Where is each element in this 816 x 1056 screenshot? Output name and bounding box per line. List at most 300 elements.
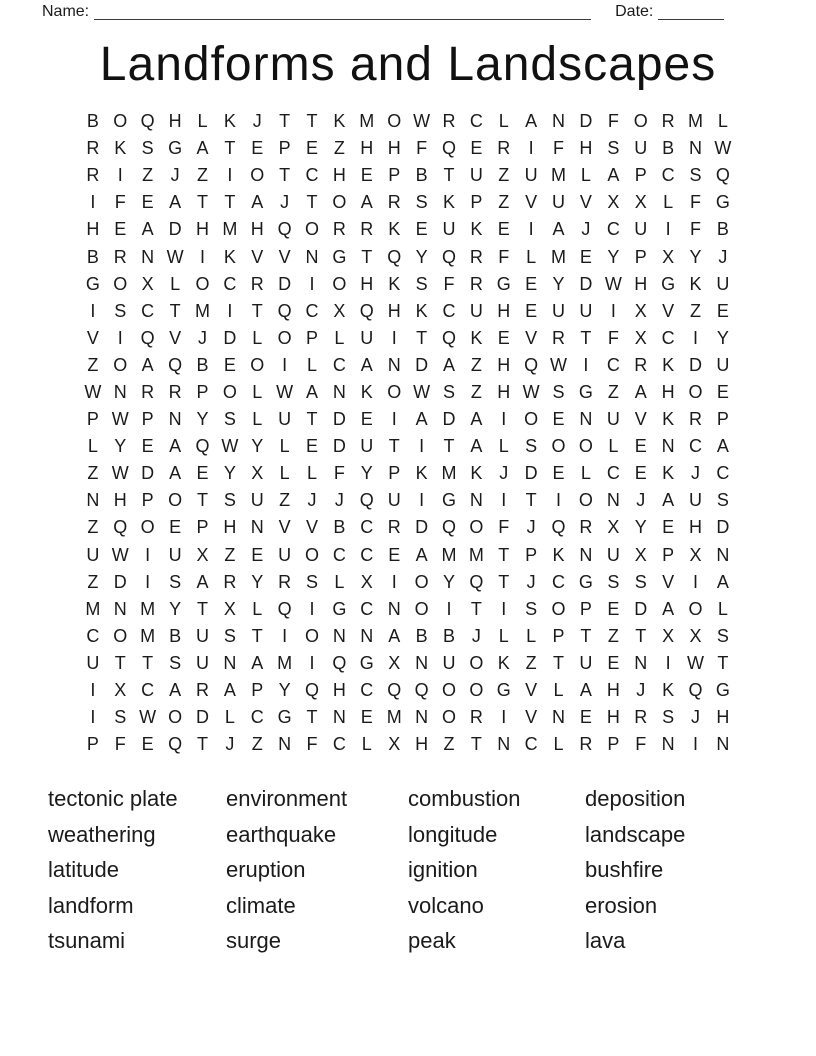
grid-letter: C bbox=[305, 165, 319, 186]
grid-letter: N bbox=[360, 625, 374, 646]
word-item: weathering bbox=[48, 821, 156, 847]
grid-letter: O bbox=[414, 571, 429, 592]
grid-letter: E bbox=[196, 463, 209, 484]
grid-letter: Z bbox=[224, 544, 236, 565]
grid-letter: U bbox=[442, 652, 456, 673]
grid-letter: L bbox=[717, 598, 728, 619]
grid-letter: X bbox=[634, 192, 647, 213]
grid-letter: V bbox=[251, 246, 264, 267]
grid-letter: I bbox=[90, 707, 96, 728]
word-item: surge bbox=[226, 928, 282, 954]
grid-letter: B bbox=[86, 111, 99, 132]
grid-letter: I bbox=[90, 192, 96, 213]
grid-letter: C bbox=[661, 165, 675, 186]
grid-letter: I bbox=[692, 734, 698, 755]
grid-letter: H bbox=[168, 111, 182, 132]
grid-letter: E bbox=[716, 381, 729, 402]
grid-letter: I bbox=[501, 490, 507, 511]
grid-letter: E bbox=[223, 354, 236, 375]
grid-letter: K bbox=[388, 273, 401, 294]
grid-letter: X bbox=[196, 544, 209, 565]
grid-letter: V bbox=[278, 246, 291, 267]
grid-letter: C bbox=[332, 734, 346, 755]
grid-letter: R bbox=[634, 707, 648, 728]
word-item: tsunami bbox=[48, 928, 126, 954]
grid-letter: O bbox=[441, 707, 456, 728]
grid-letter: S bbox=[662, 707, 675, 728]
grid-letter: B bbox=[169, 625, 182, 646]
date-label: Date: bbox=[615, 3, 654, 20]
grid-letter: A bbox=[716, 571, 729, 592]
grid-letter: R bbox=[250, 273, 264, 294]
grid-letter: I bbox=[227, 165, 233, 186]
grid-letter: E bbox=[497, 219, 510, 240]
grid-letter: O bbox=[168, 490, 183, 511]
grid-letter: Z bbox=[525, 652, 537, 673]
grid-letter: O bbox=[140, 517, 155, 538]
grid-letter: F bbox=[498, 517, 510, 538]
grid-letter: O bbox=[113, 625, 128, 646]
grid-letter: O bbox=[250, 354, 265, 375]
grid-letter: L bbox=[307, 354, 318, 375]
grid-letter: A bbox=[169, 192, 182, 213]
grid-letter: T bbox=[306, 111, 318, 132]
grid-letter: T bbox=[196, 192, 208, 213]
grid-letter: O bbox=[688, 598, 703, 619]
grid-letter: T bbox=[224, 138, 236, 159]
grid-letter: L bbox=[252, 381, 263, 402]
grid-letter: O bbox=[469, 652, 484, 673]
grid-letter: E bbox=[552, 463, 565, 484]
grid-letter: U bbox=[168, 544, 182, 565]
grid-letter: J bbox=[225, 734, 235, 755]
grid-letter: N bbox=[168, 409, 182, 430]
grid-letter: T bbox=[416, 327, 428, 348]
grid-letter: Z bbox=[87, 463, 99, 484]
grid-letter: B bbox=[716, 219, 729, 240]
grid-letter: K bbox=[497, 652, 510, 673]
word-item: erosion bbox=[585, 892, 658, 918]
grid-letter: S bbox=[223, 490, 236, 511]
grid-letter: D bbox=[141, 463, 155, 484]
grid-letter: A bbox=[388, 625, 401, 646]
grid-letter: T bbox=[251, 300, 263, 321]
grid-letter: Z bbox=[470, 354, 482, 375]
grid-letter: U bbox=[86, 652, 100, 673]
grid-letter: C bbox=[86, 625, 100, 646]
grid-letter: U bbox=[387, 490, 401, 511]
grid-letter: H bbox=[387, 300, 401, 321]
grid-letter: O bbox=[578, 436, 593, 457]
grid-letter: W bbox=[604, 273, 622, 294]
grid-letter: L bbox=[307, 463, 318, 484]
grid-letter: L bbox=[717, 111, 728, 132]
grid-letter: B bbox=[86, 246, 99, 267]
grid-letter: U bbox=[195, 625, 209, 646]
grid-letter: W bbox=[714, 138, 732, 159]
grid-letter: S bbox=[223, 625, 236, 646]
grid-letter: Q bbox=[195, 436, 210, 457]
grid-letter: P bbox=[607, 734, 620, 755]
grid-letter: R bbox=[195, 680, 209, 701]
grid-letter: Q bbox=[414, 680, 429, 701]
grid-letter: L bbox=[279, 463, 290, 484]
worksheet-header bbox=[0, 0, 816, 20]
grid-letter: S bbox=[525, 436, 538, 457]
grid-letter: E bbox=[251, 138, 264, 159]
grid-letter: Y bbox=[607, 246, 620, 267]
grid-letter: P bbox=[86, 734, 99, 755]
grid-letter: Q bbox=[688, 680, 703, 701]
grid-letter: P bbox=[634, 165, 647, 186]
grid-letter: X bbox=[634, 327, 647, 348]
grid-letter: A bbox=[415, 544, 428, 565]
grid-letter: H bbox=[497, 300, 511, 321]
grid-letter: P bbox=[141, 409, 154, 430]
grid-letter: O bbox=[195, 273, 210, 294]
grid-letter: D bbox=[195, 707, 209, 728]
grid-letter: N bbox=[661, 436, 675, 457]
grid-letter: G bbox=[168, 138, 183, 159]
grid-letter: D bbox=[634, 598, 648, 619]
grid-letter: Y bbox=[634, 517, 647, 538]
grid-letter: A bbox=[579, 680, 592, 701]
grid-letter: L bbox=[608, 436, 619, 457]
grid-letter: Q bbox=[715, 165, 730, 186]
grid-letter: F bbox=[498, 246, 510, 267]
grid-letter: T bbox=[443, 436, 455, 457]
grid-letter: R bbox=[469, 246, 483, 267]
grid-letter: L bbox=[252, 409, 263, 430]
grid-letter: T bbox=[306, 409, 318, 430]
grid-letter: I bbox=[309, 652, 315, 673]
grid-letter: N bbox=[332, 625, 346, 646]
grid-letter: L bbox=[279, 436, 290, 457]
grid-letter: M bbox=[441, 544, 457, 565]
grid-letter: W bbox=[276, 381, 294, 402]
grid-letter: C bbox=[141, 680, 155, 701]
grid-letter: P bbox=[662, 544, 675, 565]
grid-letter: B bbox=[415, 625, 428, 646]
grid-letter: Z bbox=[607, 625, 619, 646]
grid-letter: E bbox=[141, 192, 154, 213]
grid-letter: S bbox=[141, 138, 154, 159]
grid-letter: E bbox=[470, 138, 483, 159]
grid-letter: M bbox=[386, 707, 402, 728]
grid-letter: E bbox=[662, 517, 675, 538]
grid-letter: R bbox=[86, 138, 100, 159]
grid-letter: N bbox=[278, 734, 292, 755]
grid-letter: I bbox=[117, 165, 123, 186]
grid-letter: W bbox=[221, 436, 239, 457]
grid-letter: T bbox=[196, 734, 208, 755]
grid-letter: I bbox=[501, 598, 507, 619]
grid-letter: T bbox=[251, 625, 263, 646]
grid-letter: B bbox=[196, 354, 209, 375]
grid-letter: I bbox=[199, 246, 205, 267]
grid-letter: M bbox=[687, 111, 703, 132]
grid-letter: R bbox=[442, 111, 456, 132]
grid-letter: H bbox=[634, 273, 648, 294]
grid-letter: K bbox=[388, 219, 401, 240]
grid-letter: R bbox=[469, 273, 483, 294]
grid-letter: S bbox=[607, 571, 620, 592]
grid-letter: J bbox=[526, 517, 536, 538]
grid-letter: R bbox=[688, 409, 702, 430]
grid-letter: R bbox=[223, 571, 237, 592]
grid-letter: M bbox=[551, 165, 567, 186]
grid-letter: O bbox=[222, 381, 237, 402]
grid-letter: E bbox=[306, 138, 319, 159]
grid-letter: U bbox=[716, 354, 730, 375]
grid-letter: Z bbox=[333, 138, 345, 159]
grid-letter: N bbox=[113, 598, 127, 619]
grid-letter: R bbox=[634, 354, 648, 375]
grid-letter: W bbox=[84, 381, 102, 402]
grid-letter: L bbox=[87, 436, 98, 457]
grid-letter: Y bbox=[442, 571, 455, 592]
grid-letter: E bbox=[607, 598, 620, 619]
grid-letter: A bbox=[251, 652, 264, 673]
grid-letter: O bbox=[688, 381, 703, 402]
grid-letter: B bbox=[662, 138, 675, 159]
grid-letter: D bbox=[442, 409, 456, 430]
grid-letter: A bbox=[634, 381, 647, 402]
grid-letter: T bbox=[142, 652, 154, 673]
grid-letter: W bbox=[522, 381, 540, 402]
grid-letter: D bbox=[223, 327, 237, 348]
grid-letter: E bbox=[141, 734, 154, 755]
grid-letter: I bbox=[528, 219, 534, 240]
grid-letter: G bbox=[661, 273, 676, 294]
grid-letter: H bbox=[250, 219, 264, 240]
grid-letter: Y bbox=[278, 680, 291, 701]
grid-letter: H bbox=[497, 381, 511, 402]
grid-letter: F bbox=[333, 463, 345, 484]
grid-letter: F bbox=[416, 138, 428, 159]
grid-letter: Q bbox=[277, 598, 292, 619]
grid-letter: P bbox=[552, 625, 565, 646]
grid-letter: H bbox=[579, 138, 593, 159]
grid-letter: W bbox=[166, 246, 184, 267]
grid-letter: U bbox=[579, 652, 593, 673]
grid-letter: I bbox=[419, 436, 425, 457]
grid-letter: T bbox=[580, 327, 592, 348]
grid-letter: E bbox=[360, 707, 373, 728]
grid-letter: T bbox=[196, 598, 208, 619]
grid-letter: H bbox=[661, 381, 675, 402]
grid-letter: D bbox=[524, 463, 538, 484]
grid-letter: K bbox=[360, 381, 373, 402]
grid-letter: X bbox=[689, 625, 702, 646]
grid-letter: I bbox=[309, 273, 315, 294]
grid-letter: G bbox=[85, 273, 100, 294]
grid-letter: D bbox=[332, 436, 346, 457]
grid-letter: S bbox=[169, 652, 182, 673]
grid-letter: H bbox=[606, 680, 620, 701]
grid-letter: K bbox=[470, 219, 483, 240]
grid-letter: X bbox=[662, 625, 675, 646]
grid-letter: I bbox=[90, 300, 96, 321]
grid-letter: U bbox=[552, 300, 566, 321]
grid-letter: N bbox=[469, 490, 483, 511]
word-item: environment bbox=[226, 786, 348, 812]
grid-letter: A bbox=[169, 436, 182, 457]
grid-letter: E bbox=[552, 409, 565, 430]
grid-letter: X bbox=[607, 192, 620, 213]
grid-letter: T bbox=[224, 192, 236, 213]
grid-letter: Z bbox=[470, 381, 482, 402]
grid-letter: T bbox=[498, 571, 510, 592]
grid-letter: C bbox=[141, 300, 155, 321]
grid-letter: D bbox=[332, 409, 346, 430]
grid-letter: Q bbox=[168, 734, 183, 755]
grid-letter: L bbox=[526, 246, 537, 267]
grid-letter: I bbox=[610, 300, 616, 321]
grid-letter: T bbox=[717, 652, 729, 673]
grid-letter: I bbox=[282, 625, 288, 646]
grid-letter: Q bbox=[441, 246, 456, 267]
grid-letter: Q bbox=[387, 246, 402, 267]
grid-letter: H bbox=[415, 734, 429, 755]
grid-letter: Q bbox=[332, 652, 347, 673]
grid-letter: R bbox=[360, 219, 374, 240]
grid-letter: Q bbox=[441, 517, 456, 538]
grid-letter: U bbox=[442, 219, 456, 240]
grid-letter: O bbox=[578, 490, 593, 511]
grid-letter: I bbox=[528, 138, 534, 159]
grid-letter: Y bbox=[196, 409, 209, 430]
grid-letter: P bbox=[141, 490, 154, 511]
grid-letter: Y bbox=[415, 246, 428, 267]
grid-letter: N bbox=[415, 652, 429, 673]
grid-letter: A bbox=[196, 571, 209, 592]
grid-letter: S bbox=[306, 571, 319, 592]
grid-letter: Q bbox=[113, 517, 128, 538]
grid-letter: E bbox=[579, 246, 592, 267]
grid-letter: I bbox=[90, 680, 96, 701]
grid-letter: A bbox=[141, 219, 154, 240]
grid-letter: J bbox=[252, 111, 262, 132]
grid-letter: E bbox=[306, 436, 319, 457]
grid-letter: S bbox=[114, 300, 127, 321]
grid-letter: K bbox=[470, 463, 483, 484]
grid-letter: F bbox=[553, 138, 565, 159]
grid-letter: L bbox=[334, 571, 345, 592]
grid-letter: Q bbox=[277, 300, 292, 321]
grid-letter: U bbox=[579, 300, 593, 321]
word-item: tectonic plate bbox=[48, 786, 178, 812]
grid-letter: U bbox=[195, 652, 209, 673]
grid-letter: P bbox=[196, 381, 209, 402]
grid-letter: G bbox=[496, 273, 511, 294]
grid-letter: R bbox=[387, 192, 401, 213]
grid-letter: J bbox=[334, 490, 344, 511]
grid-letter: Z bbox=[498, 192, 510, 213]
grid-letter: I bbox=[282, 354, 288, 375]
word-item: landscape bbox=[585, 821, 686, 847]
grid-letter: Y bbox=[552, 273, 565, 294]
grid-letter: Z bbox=[689, 300, 701, 321]
grid-letter: M bbox=[468, 544, 484, 565]
grid-letter: P bbox=[196, 517, 209, 538]
grid-letter: E bbox=[579, 707, 592, 728]
grid-letter: O bbox=[305, 219, 320, 240]
grid-letter: Q bbox=[277, 219, 292, 240]
grid-letter: D bbox=[278, 273, 292, 294]
grid-letter: K bbox=[415, 300, 428, 321]
grid-letter: H bbox=[716, 707, 730, 728]
grid-letter: N bbox=[223, 652, 237, 673]
grid-letter: P bbox=[86, 409, 99, 430]
page-title: Landforms and Landscapes bbox=[99, 38, 717, 91]
grid-letter: O bbox=[441, 680, 456, 701]
grid-letter: N bbox=[332, 707, 346, 728]
grid-letter: D bbox=[716, 517, 730, 538]
date-blank-line bbox=[658, 14, 724, 20]
grid-letter: D bbox=[113, 571, 127, 592]
grid-letter: W bbox=[413, 111, 431, 132]
grid-letter: P bbox=[251, 680, 264, 701]
grid-letter: A bbox=[525, 111, 538, 132]
grid-letter: S bbox=[442, 381, 455, 402]
grid-letter: U bbox=[606, 544, 620, 565]
grid-letter: A bbox=[415, 409, 428, 430]
grid-letter: L bbox=[197, 111, 208, 132]
grid-letter: O bbox=[168, 707, 183, 728]
grid-letter: C bbox=[360, 680, 374, 701]
grid-letter: U bbox=[278, 409, 292, 430]
grid-letter: J bbox=[280, 192, 290, 213]
grid-letter: I bbox=[309, 598, 315, 619]
grid-letter: R bbox=[497, 138, 511, 159]
grid-letter: P bbox=[634, 246, 647, 267]
grid-letter: X bbox=[634, 544, 647, 565]
grid-letter: O bbox=[387, 381, 402, 402]
grid-letter: I bbox=[391, 327, 397, 348]
grid-letter: I bbox=[501, 409, 507, 430]
grid-letter: K bbox=[333, 111, 346, 132]
grid-letter: N bbox=[606, 490, 620, 511]
grid-letter: I bbox=[391, 409, 397, 430]
word-item: deposition bbox=[585, 786, 686, 812]
grid-letter: N bbox=[387, 354, 401, 375]
grid-letter: A bbox=[442, 354, 455, 375]
grid-letter: A bbox=[196, 138, 209, 159]
grid-letter: F bbox=[607, 327, 619, 348]
grid-letter: G bbox=[332, 598, 347, 619]
grid-letter: C bbox=[332, 354, 346, 375]
grid-letter: S bbox=[525, 598, 538, 619]
grid-letter: O bbox=[469, 680, 484, 701]
grid-letter: X bbox=[333, 300, 346, 321]
grid-letter: C bbox=[716, 463, 730, 484]
grid-letter: T bbox=[635, 625, 647, 646]
grid-letter: I bbox=[692, 327, 698, 348]
grid-letter: A bbox=[251, 192, 264, 213]
grid-letter: O bbox=[332, 192, 347, 213]
grid-letter: J bbox=[471, 625, 481, 646]
grid-letter: X bbox=[662, 246, 675, 267]
grid-letter: T bbox=[169, 300, 181, 321]
grid-letter: N bbox=[497, 734, 511, 755]
word-item: climate bbox=[226, 892, 296, 918]
grid-letter: A bbox=[552, 219, 565, 240]
grid-letter: K bbox=[223, 246, 236, 267]
grid-letter: A bbox=[306, 381, 319, 402]
grid-letter: Q bbox=[441, 327, 456, 348]
grid-letter: Q bbox=[140, 111, 155, 132]
